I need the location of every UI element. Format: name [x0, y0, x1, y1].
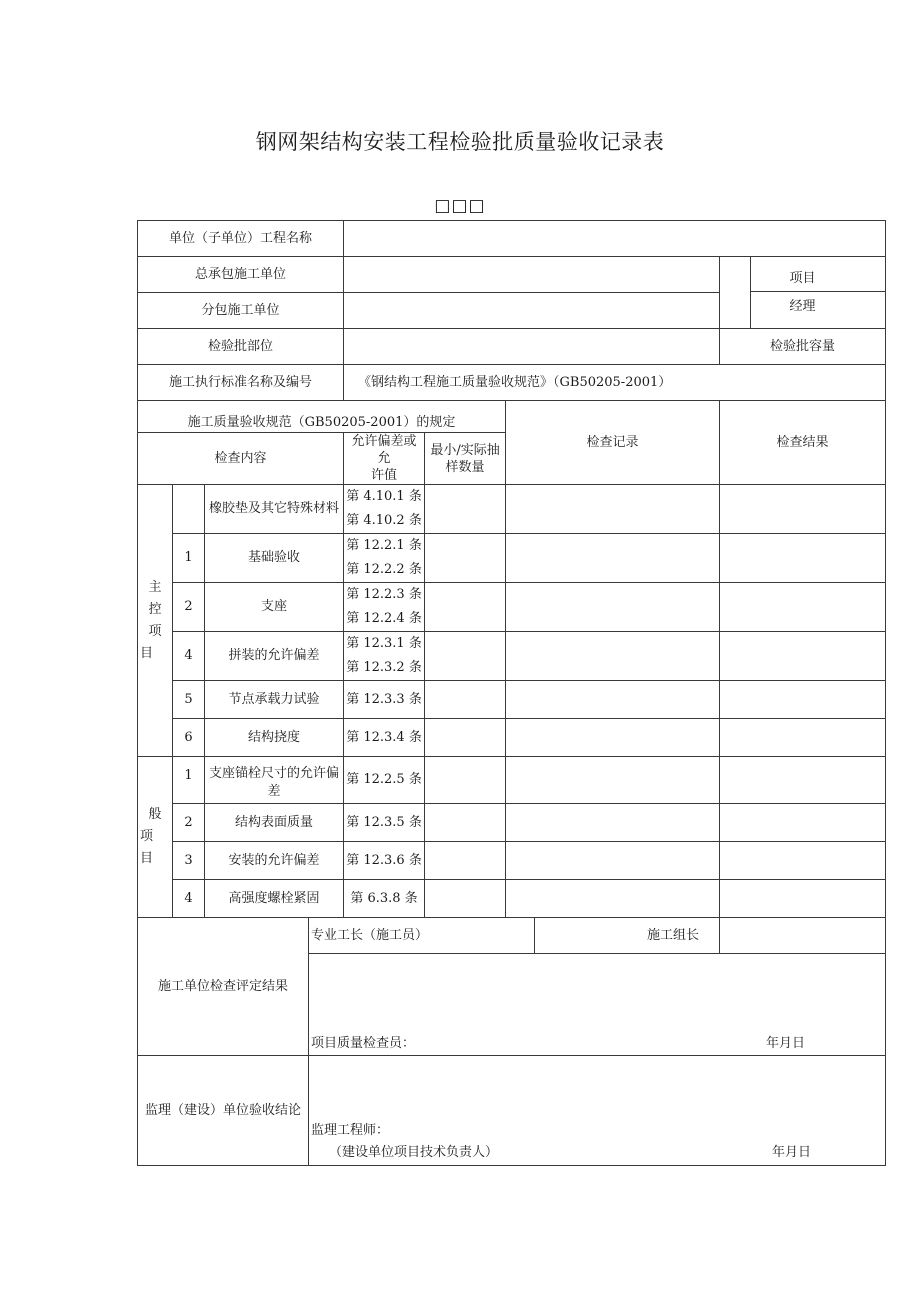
check-record-cell[interactable] — [506, 719, 720, 757]
sample-size-header-line2: 样数量 — [445, 459, 485, 475]
reference-line: 第 12.2.3 条 — [346, 587, 422, 602]
inspection-record-table — [137, 220, 886, 1166]
item-reference — [344, 632, 425, 681]
project-name-label: 单位（子单位）工程名称 — [138, 221, 344, 257]
sample-size-cell[interactable] — [425, 485, 506, 534]
check-result-cell[interactable] — [720, 842, 886, 880]
batch-location-label: 检验批部位 — [138, 329, 344, 365]
item-reference: 第 12.3.5 条 — [344, 804, 425, 842]
item-number: 4 — [173, 632, 205, 681]
main-control-label-line1: 主 — [148, 579, 162, 595]
check-record-cell[interactable] — [506, 583, 720, 632]
check-record-cell[interactable] — [506, 804, 720, 842]
check-record-cell[interactable] — [506, 681, 720, 719]
general-label-line1: 般 — [148, 807, 162, 822]
item-reference: 第 12.3.3 条 — [344, 681, 425, 719]
item-reference — [344, 534, 425, 583]
subcontractor-label: 分包施工单位 — [138, 293, 344, 329]
table-row — [138, 719, 886, 757]
item-reference — [344, 485, 425, 534]
check-content-header: 检查内容 — [138, 433, 344, 485]
check-result-cell[interactable] — [720, 485, 886, 534]
table-row — [138, 632, 886, 681]
sample-size-cell[interactable] — [425, 583, 506, 632]
team-leader-label: 施工组长 — [535, 918, 720, 954]
item-content: 高强度螺栓紧固 — [205, 880, 344, 918]
check-record-cell[interactable] — [506, 485, 720, 534]
contractor-eval-label: 施工单位检查评定结果 — [138, 918, 309, 1056]
reference-line: 第 12.2.2 条 — [346, 562, 422, 577]
main-control-label-line3: 目 — [140, 645, 154, 661]
foreman-label: 专业工长（施工员） — [309, 918, 535, 954]
sample-size-cell[interactable] — [425, 632, 506, 681]
form-code: □□□ — [434, 196, 486, 216]
sample-size-cell[interactable] — [425, 681, 506, 719]
table-row — [138, 583, 886, 632]
project-manager-label-line1: 项目 — [789, 270, 816, 286]
check-result-cell[interactable] — [720, 757, 886, 804]
sample-size-cell[interactable] — [425, 757, 506, 804]
check-result-cell[interactable] — [720, 719, 886, 757]
check-result-cell[interactable] — [720, 681, 886, 719]
tolerance-header — [344, 433, 425, 485]
check-result-cell[interactable] — [720, 804, 886, 842]
general-contractor-field[interactable] — [344, 257, 720, 293]
check-result-cell[interactable] — [720, 880, 886, 918]
table-row — [138, 485, 886, 534]
contractor-eval-field[interactable] — [309, 954, 886, 1056]
batch-capacity-label: 检验批容量 — [720, 329, 886, 365]
item-number: 1 — [173, 757, 205, 804]
check-record-cell[interactable] — [506, 757, 720, 804]
table-row — [138, 681, 886, 719]
item-number: 1 — [173, 534, 205, 583]
item-content: 安装的允许偏差 — [205, 842, 344, 880]
table-row — [138, 842, 886, 880]
sample-size-header — [425, 433, 506, 485]
general-contractor-label: 总承包施工单位 — [138, 257, 344, 293]
document-title: 钢网架结构安装工程检验批质量验收记录表 — [255, 130, 665, 154]
item-content: 支座锚栓尺寸的允许偏差 — [205, 757, 344, 804]
main-control-label — [138, 485, 173, 757]
item-number: 4 — [173, 880, 205, 918]
supervision-sign-line — [311, 1143, 883, 1163]
item-number — [173, 485, 205, 534]
reference-line: 第 12.2.4 条 — [346, 611, 422, 626]
project-manager-label-line2: 经理 — [789, 298, 816, 314]
item-number: 2 — [173, 804, 205, 842]
general-items-label — [138, 757, 173, 918]
project-manager-field-overlay[interactable] — [750, 256, 885, 328]
check-result-cell[interactable] — [720, 632, 886, 681]
check-record-cell[interactable] — [506, 842, 720, 880]
item-reference: 第 6.3.8 条 — [344, 880, 425, 918]
check-record-cell[interactable] — [506, 534, 720, 583]
item-content: 基础验收 — [205, 534, 344, 583]
table-row — [138, 534, 886, 583]
table-row — [138, 880, 886, 918]
tolerance-header-line1: 允许偏差或允 — [351, 434, 417, 466]
check-result-cell[interactable] — [720, 583, 886, 632]
item-content: 支座 — [205, 583, 344, 632]
item-number: 3 — [173, 842, 205, 880]
reference-line: 第 4.10.2 条 — [346, 513, 422, 528]
item-reference: 第 12.3.4 条 — [344, 719, 425, 757]
batch-location-field[interactable] — [344, 329, 720, 365]
reference-line: 第 12.2.1 条 — [346, 538, 422, 553]
check-result-header: 检查结果 — [720, 401, 886, 485]
spec-header: 施工质量验收规范（GB50205-2001）的规定 — [138, 401, 506, 433]
subcontractor-field[interactable] — [344, 293, 720, 329]
tolerance-header-line2: 许值 — [371, 468, 398, 483]
supervisor-label: 监理工程师： — [311, 1123, 390, 1138]
project-name-field[interactable] — [344, 221, 886, 257]
item-number: 2 — [173, 583, 205, 632]
item-content: 节点承载力试验 — [205, 681, 344, 719]
item-reference: 第 12.3.6 条 — [344, 842, 425, 880]
sample-size-cell[interactable] — [425, 842, 506, 880]
item-content: 拼装的允许偏差 — [205, 632, 344, 681]
main-control-label-line2: 控 项 — [148, 601, 162, 639]
sample-size-cell[interactable] — [425, 719, 506, 757]
item-number: 5 — [173, 681, 205, 719]
sample-size-cell[interactable] — [425, 880, 506, 918]
table-row — [138, 804, 886, 842]
standard-label: 施工执行标准名称及编号 — [138, 365, 344, 401]
item-content: 结构挠度 — [205, 719, 344, 757]
date-label: 年月日 — [772, 1145, 812, 1160]
check-record-cell[interactable] — [506, 880, 720, 918]
sample-size-header-line1: 最小/实际抽 — [430, 442, 500, 458]
table-row — [138, 757, 886, 804]
supervision-field[interactable] — [309, 1056, 886, 1166]
general-label-line3: 目 — [140, 851, 154, 866]
item-number: 6 — [173, 719, 205, 757]
item-reference — [344, 583, 425, 632]
reference-line: 第 12.3.1 条 — [346, 636, 422, 651]
qc-inspector-label: 项目质量检查员： — [311, 1036, 416, 1051]
reference-line: 第 12.3.2 条 — [346, 660, 422, 675]
item-content: 橡胶垫及其它特殊材料 — [205, 485, 344, 534]
check-result-cell[interactable] — [720, 534, 886, 583]
sample-size-cell[interactable] — [425, 534, 506, 583]
item-reference: 第 12.2.5 条 — [344, 757, 425, 804]
general-label-line2: 项 — [140, 829, 154, 844]
team-leader-field[interactable] — [720, 918, 886, 954]
item-content: 结构表面质量 — [205, 804, 344, 842]
standard-value: 《钢结构工程施工质量验收规范》（GB50205-2001） — [344, 365, 886, 401]
sample-size-cell[interactable] — [425, 804, 506, 842]
check-record-header: 检查记录 — [506, 401, 720, 485]
contractor-sign-line — [311, 1035, 883, 1053]
check-record-cell[interactable] — [506, 632, 720, 681]
owner-tech-label: （建设单位项目技术负责人） — [329, 1145, 499, 1160]
field-divider — [751, 291, 885, 292]
date-label: 年月日 — [766, 1036, 806, 1051]
reference-line: 第 4.10.1 条 — [346, 489, 422, 504]
supervision-label: 监理（建设）单位验收结论 — [138, 1056, 309, 1166]
